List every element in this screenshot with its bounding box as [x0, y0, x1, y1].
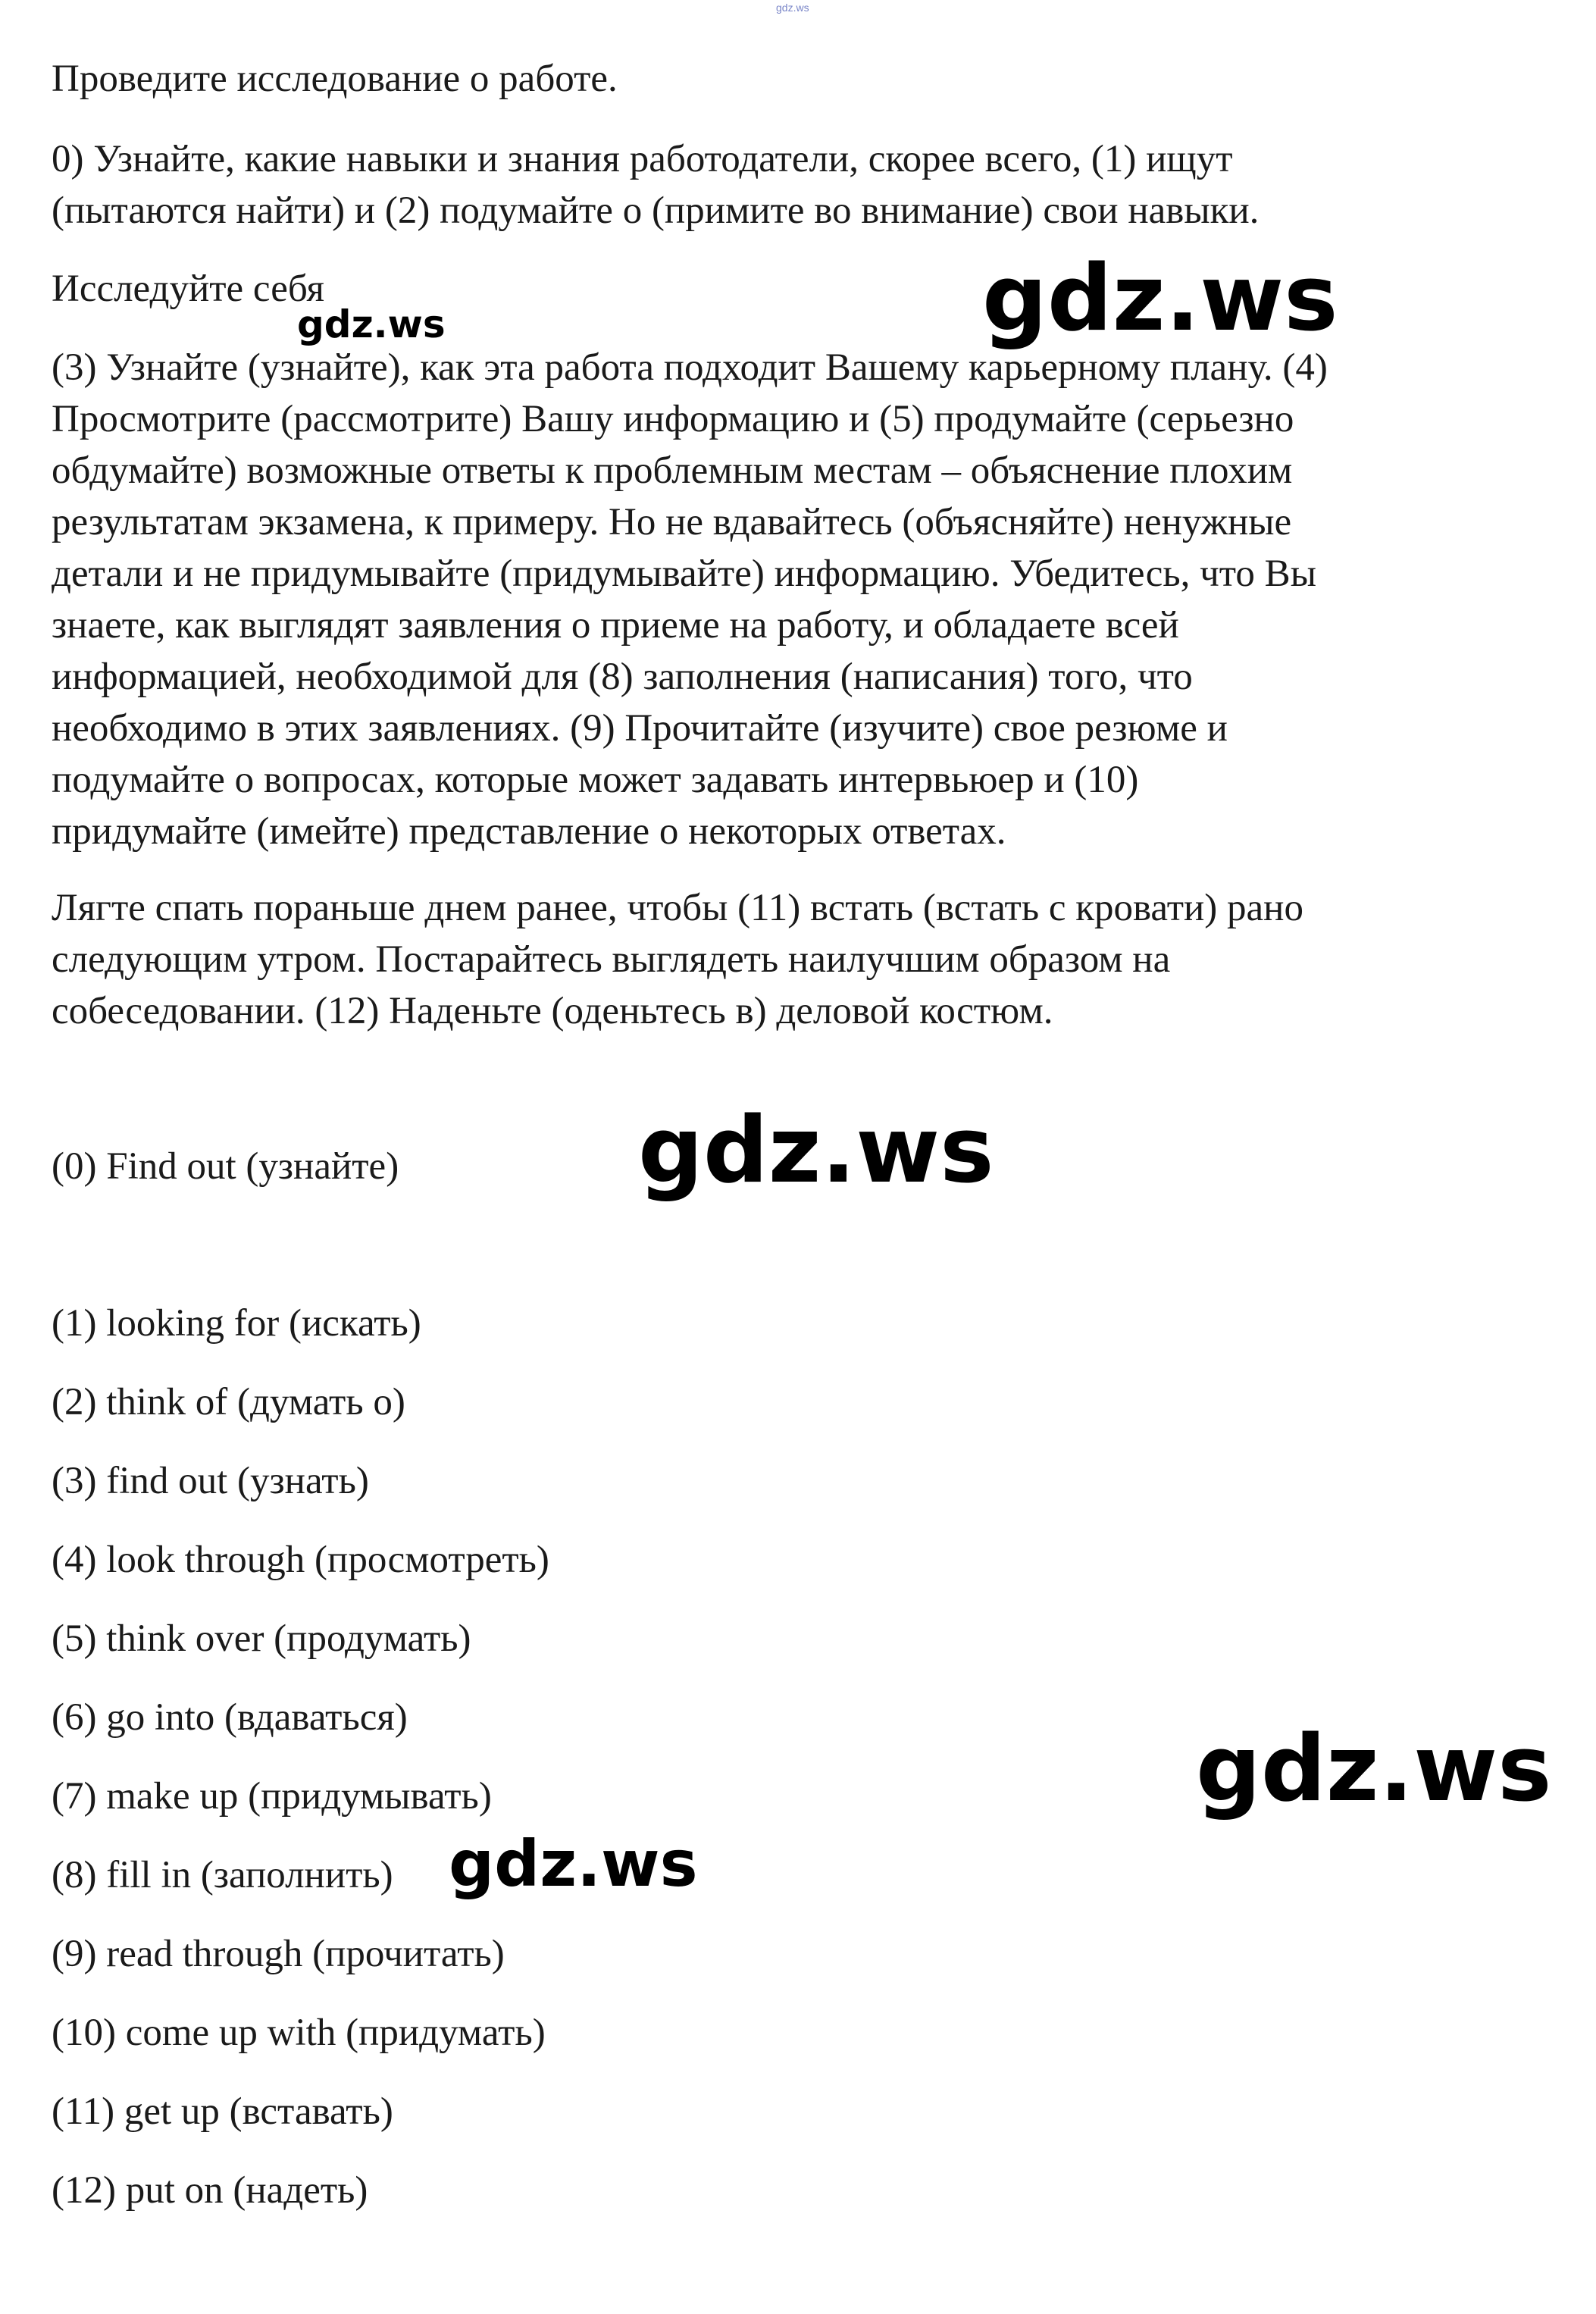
answer-item-12: (12) put on (надеть) [52, 2169, 368, 2212]
answer-item-6: (6) go into (вдаваться) [52, 1696, 408, 1739]
answer-item-2: (2) think of (думать о) [52, 1381, 405, 1423]
answer-item-3: (3) find out (узнать) [52, 1460, 369, 1502]
watermark-logo: gdz.ws [449, 1827, 698, 1901]
top-watermark-text: gdz.ws [776, 2, 809, 14]
watermark-logo: gdz.ws [982, 246, 1338, 352]
answer-item-9: (9) read through (прочитать) [52, 1933, 505, 1975]
self-research-heading: Исследуйте себя [52, 268, 324, 310]
task-title: Проведите исследование о работе. [52, 58, 618, 100]
task-paragraph-0: 0) Узнайте, какие навыки и знания работодатели, скорее всего, (1) ищут (пытаются найти) и (2) подумайте о (примите во внимание) свои навыки. [52, 138, 1260, 232]
watermark-logo: gdz.ws [297, 302, 446, 346]
watermark-logo: gdz.ws [638, 1098, 994, 1204]
answer-item-0: (0) Find out (узнайте) [52, 1145, 399, 1188]
watermark-logo: gdz.ws [1196, 1717, 1552, 1822]
task-paragraph-1: (3) Узнайте (узнайте), как эта работа подходит Вашему карьерному плану. (4) Просмотрите (рассмотрите) Вашу информацию и (5) продумайте (серьезно обдумайте) возможные ответы к проблемным местам – объяснение плохим результатам экзамена, к примеру. Но не вдавайтесь (объясняйте) ненужные детали и не придумывайте (придумывайте) информацию. Убедитесь, что Вы знаете, как выглядят заявления о приеме на работу, и обладаете всей информацией, необходимой для (8) заполнения (написания) того, что необходимо в этих заявлениях. (9) Прочитайте (изучите) свое резюме и подумайте о вопросах, которые может задавать интервьюер и (10) придумайте (имейте) представление о некоторых ответах. [52, 346, 1328, 853]
answer-item-11: (11) get up (вставать) [52, 2090, 393, 2133]
answer-item-7: (7) make up (придумывать) [52, 1775, 492, 1818]
answer-item-4: (4) look through (просмотреть) [52, 1539, 549, 1581]
answer-item-8: (8) fill in (заполнить) [52, 1854, 393, 1896]
answer-item-10: (10) come up with (придумать) [52, 2012, 546, 2054]
answer-item-5: (5) think over (продумать) [52, 1617, 471, 1660]
task-paragraph-2: Лягте спать пораньше днем ранее, чтобы (11) встать (встать с кровати) рано следующим утром. Постарайтесь выглядеть наилучшим образом на собеседовании. (12) Наденьте (оденьтесь в) деловой костюм. [52, 887, 1303, 1032]
answer-item-1: (1) looking for (искать) [52, 1302, 421, 1345]
